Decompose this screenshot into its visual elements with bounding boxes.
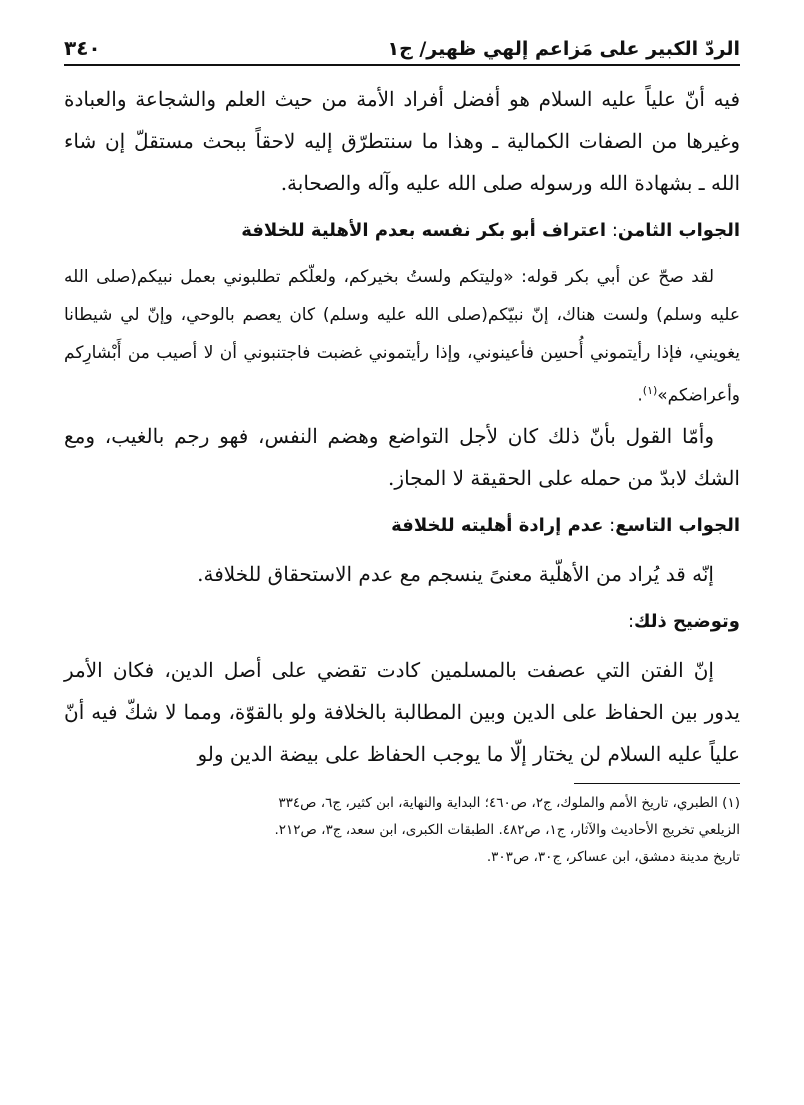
heading-answer-nine-label: الجواب التاسع xyxy=(615,514,740,536)
footnote-line-2: الزيلعي تخريج الأحاديث والآثار، ج١، ص٤٨٢. الطبقات الكبرى، ابن سعد، ج٣، ص٢١٢. xyxy=(274,821,740,838)
paragraph-2-quote xyxy=(64,258,740,415)
heading-clarification-label: وتوضيح ذلك xyxy=(634,610,740,632)
heading-answer-eight-label: الجواب الثامن xyxy=(617,220,740,241)
book-page xyxy=(64,22,740,871)
heading-separator: : xyxy=(627,610,635,632)
heading-answer-eight xyxy=(64,216,740,246)
heading-separator: : xyxy=(606,220,618,241)
page-body xyxy=(64,78,740,775)
footnote-divider xyxy=(574,783,740,784)
quote-end: . xyxy=(637,385,643,406)
footnote-ref-1[interactable]: (١) xyxy=(642,384,658,397)
heading-clarification xyxy=(64,607,740,637)
footnote-line-1: (١) الطبري، تاريخ الأمم والملوك، ج٢، ص٤٦٠؛ البداية والنهاية، ابن كثير، ج٦، ص٣٣٤ xyxy=(278,794,740,811)
paragraph-4: إنّه قد يُراد من الأهلّية معنىً ينسجم مع عدم الاستحقاق للخلافة. xyxy=(197,561,714,586)
heading-separator: : xyxy=(603,514,616,536)
heading-answer-eight-text: اعتراف أبو بكر نفسه بعدم الأهلية للخلافة xyxy=(241,220,607,241)
paragraph-1: فيه أنّ علياً عليه السلام هو أفضل أفراد الأمة من حيث العلم والشجاعة والعبادة وغيرها من الصفات الكمالية ـ وهذا ما سنتطرّق إليه لاحقاً ببحث مستقلّ إن شاء الله ـ بشهادة الله ورسوله صلى الله عليه وآله والصحابة. xyxy=(64,87,741,195)
heading-answer-nine xyxy=(64,511,740,541)
footnote-line-3: تاريخ مدينة دمشق، ابن عساكر، ج٣٠، ص٣٠٣. xyxy=(486,848,740,865)
paragraph-5: إنّ الفتن التي عصفت بالمسلمين كادت تقضي على أصل الدين، فكان الأمر يدور بين الحفاظ على الدين وبين المطالبة بالخلافة ولو بالقوّة، ومما لا شكّ فيه أنّ علياً عليه السلام لن يختار إلّا ما يوجب الحفاظ على بيضة الدين ولو xyxy=(64,657,740,766)
quote-text: لقد صحّ عن أبي بكر قوله: «وليتكم ولستُ بخيركم، ولعلّكم تطلبوني بعمل نبيكم(صلى الله عليه وسلم) ولست هناك، إنّ نبيّكم(صلى الله عليه وسلم) كان يعصم بالوحي، وإنّ لي شيطانا يغويني، فإذا رأيتموني أُحسِن فأعينوني، وإذا رأيتموني غضبت فاجتنبوني أن لا أصيب من أَبْشارِكم وأعراضكم» xyxy=(64,267,740,406)
footnotes xyxy=(64,790,740,871)
running-title: الردّ الكبير على مَزاعم إلهي ظهير/ ج١ xyxy=(387,38,740,60)
paragraph-3: وأمّا القول بأنّ ذلك كان لأجل التواضع وهضم النفس، فهو رجم بالغيب، ومع الشك لابدّ من حمله على الحقيقة لا المجاز. xyxy=(64,423,740,490)
heading-answer-nine-text: عدم إرادة أهليته للخلافة xyxy=(391,514,604,536)
page-header xyxy=(64,22,740,66)
page-number: ٣٤٠ xyxy=(64,36,101,60)
